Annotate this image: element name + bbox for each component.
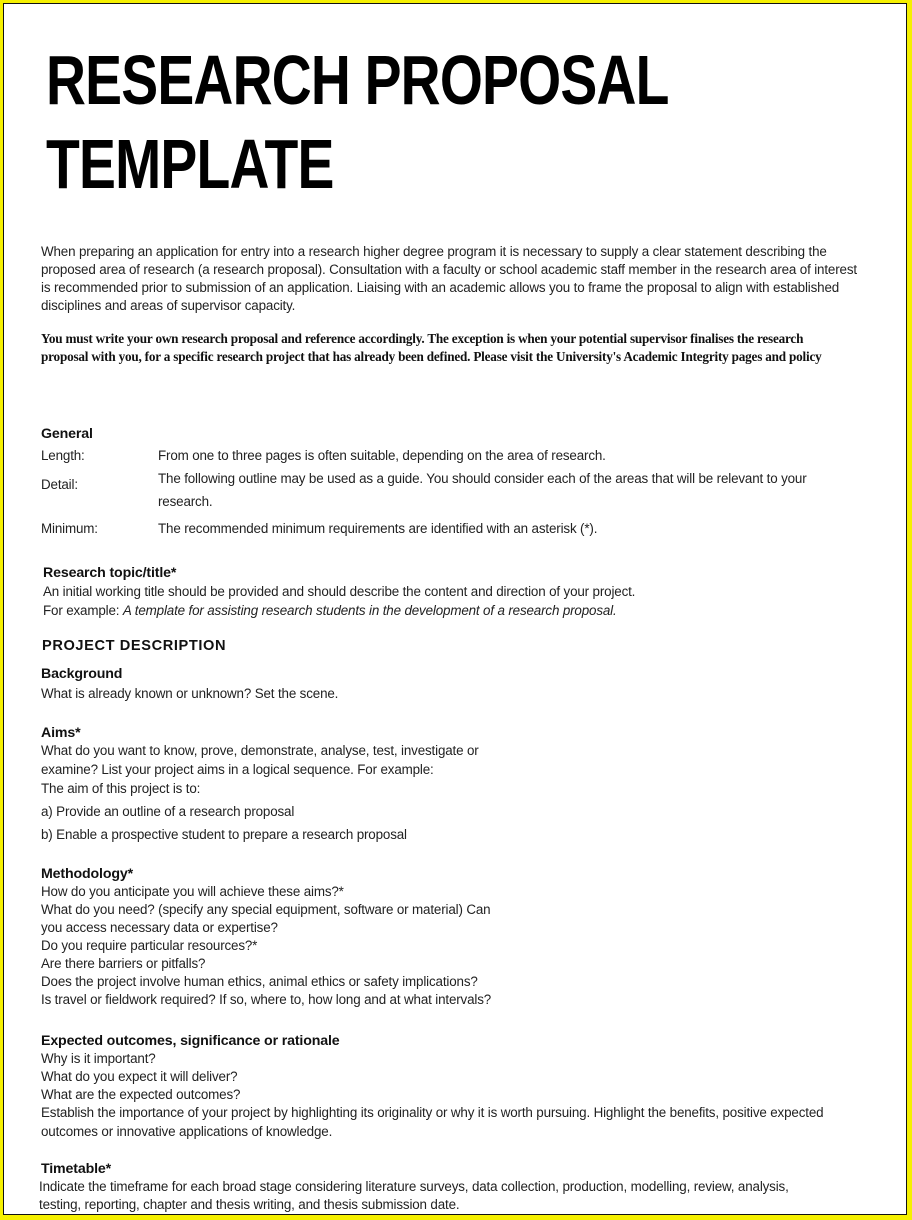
intro-text: is recommended prior to submission of an application. Liaising with an academic allows you to frame the proposal to align with established (41, 280, 840, 295)
example-text: A template for assisting research students in the development of a research proposal. (122, 603, 617, 618)
body-text: Indicate the timeframe for each broad stage considering literature surveys, data collection, production, modelling, review, analysis, (39, 1179, 789, 1194)
body-text: What do you expect it will deliver? (41, 1069, 238, 1084)
section-heading-general: General (41, 426, 93, 442)
document-page (3, 3, 907, 1215)
body-text: Does the project involve human ethics, animal ethics or safety implications? (41, 974, 478, 989)
body-text: What do you want to know, prove, demonstrate, analyse, test, investigate or (41, 743, 479, 758)
title-line-1: RESEARCH PROPOSAL (46, 41, 669, 119)
intro-text: disciplines and areas of supervisor capacity. (41, 298, 296, 313)
field-value: research. (158, 494, 213, 509)
body-text: What are the expected outcomes? (41, 1087, 241, 1102)
body-text: Do you require particular resources?* (41, 938, 258, 953)
field-value: The following outline may be used as a guide. You should consider each of the areas that will be relevant to your (158, 471, 807, 486)
body-text: outcomes or innovative applications of knowledge. (41, 1124, 333, 1139)
notice-text: You must write your own research proposal and reference accordingly. The exception is when your potential supervisor finalises the research (41, 331, 804, 346)
body-text: What do you need? (specify any special equipment, software or material) Can (41, 902, 491, 917)
section-heading-outcomes: Expected outcomes, significance or rationale (41, 1033, 340, 1049)
body-text: Are there barriers or pitfalls? (41, 956, 206, 971)
body-text: Why is it important? (41, 1051, 156, 1066)
intro-text: proposed area of research (a research proposal). Consultation with a faculty or school academic staff member in the research area of interest (41, 262, 857, 277)
body-text: Is travel or fieldwork required? If so, where to, how long and at what intervals? (41, 992, 492, 1007)
field-value: From one to three pages is often suitable, depending on the area of research. (158, 448, 606, 463)
body-text: The aim of this project is to: (41, 781, 201, 796)
body-text: Establish the importance of your project by highlighting its originality or why it is worth pursuing. Highlight the benefits, positive expected (41, 1105, 824, 1120)
list-item: a) Provide an outline of a research proposal (41, 804, 295, 819)
section-heading-background: Background (41, 666, 123, 682)
list-item: b) Enable a prospective student to prepare a research proposal (41, 827, 407, 842)
notice-text: proposal with you, for a specific research project that has already been defined. Please visit the University's Academic Integrity pages and policy (41, 349, 822, 364)
body-text: How do you anticipate you will achieve these aims?* (41, 884, 344, 899)
field-label: Detail: (41, 477, 78, 492)
title-line-2: TEMPLATE (46, 125, 334, 203)
field-label: Minimum: (41, 521, 98, 536)
body-text: An initial working title should be provided and should describe the content and direction of your project. (43, 584, 636, 599)
field-label: Length: (41, 448, 85, 463)
intro-text: When preparing an application for entry into a research higher degree program it is necessary to supply a clear statement describing the (41, 244, 827, 259)
section-heading-topic: Research topic/title* (43, 565, 177, 581)
section-heading-methodology: Methodology* (41, 866, 133, 882)
section-heading-timetable: Timetable* (41, 1161, 111, 1177)
field-value: The recommended minimum requirements are identified with an asterisk (*). (158, 521, 598, 536)
body-text: What is already known or unknown? Set the scene. (41, 686, 339, 701)
body-text: examine? List your project aims in a logical sequence. For example: (41, 762, 434, 777)
example-prefix: For example: (43, 603, 123, 618)
body-text: testing, reporting, chapter and thesis writing, and thesis submission date. (39, 1197, 460, 1212)
example-line (43, 603, 617, 619)
section-heading-aims: Aims* (41, 725, 81, 741)
project-description-heading: PROJECT DESCRIPTION (42, 638, 227, 654)
body-text: you access necessary data or expertise? (41, 920, 278, 935)
